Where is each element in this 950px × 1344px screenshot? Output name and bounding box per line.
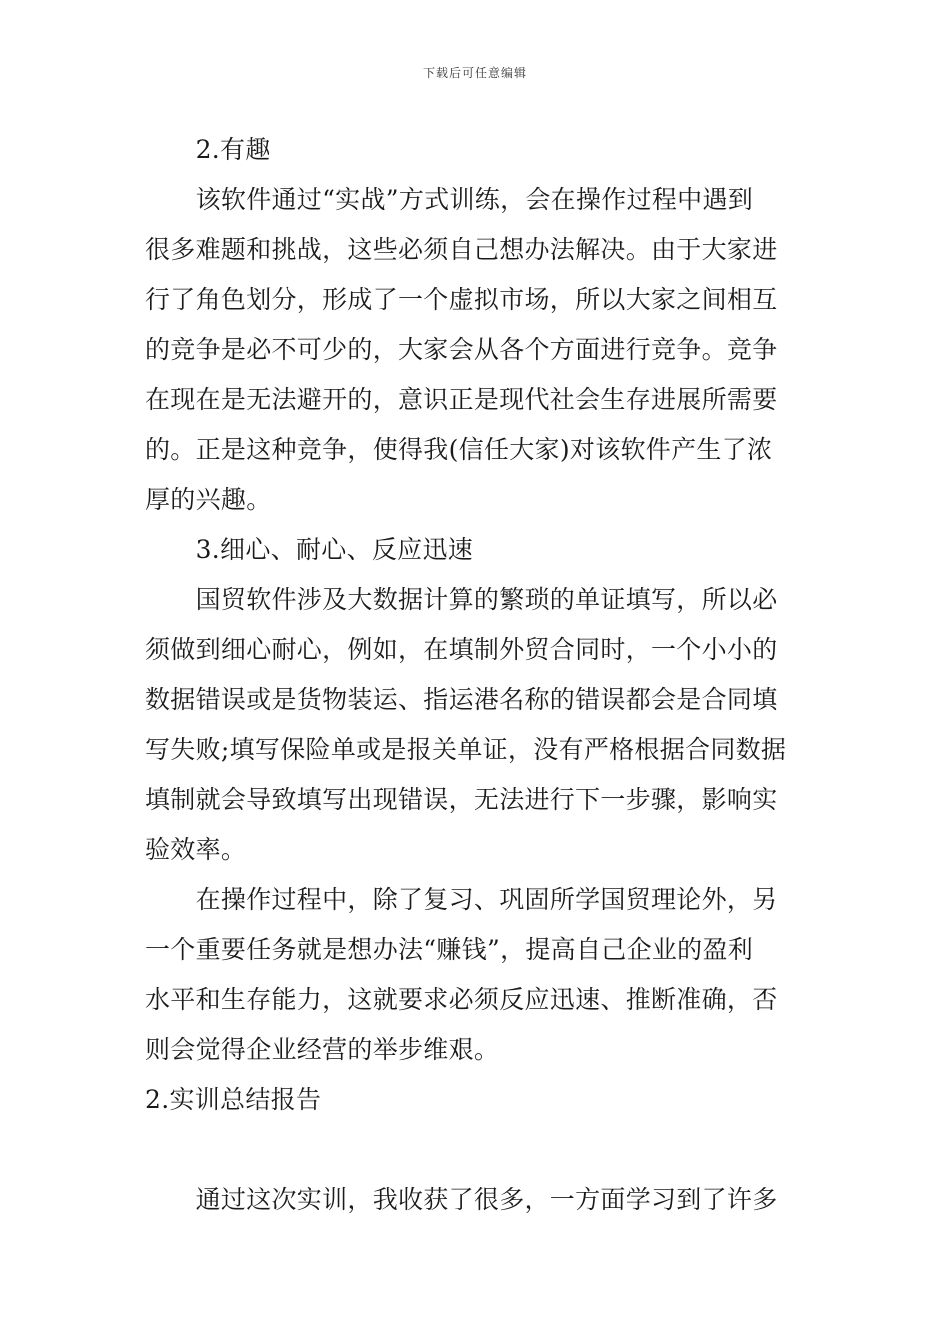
paragraph-line: 通过这次实训，我收获了很多，一方面学习到了许多 <box>145 1185 778 1214</box>
paragraph-line: 填制就会导致填写出现错误，无法进行下一步骤，影响实 <box>145 785 778 814</box>
paragraph-line: 一个重要任务就是想办法“赚钱”，提高自己企业的盈利 <box>145 935 754 964</box>
page-header-note: 下载后可任意编辑 <box>422 66 527 80</box>
paragraph-line: 很多难题和挑战，这些必须自己想办法解决。由于大家进 <box>145 235 778 264</box>
paragraph-line: 写失败;填写保险单或是报关单证，没有严格根据合同数据 <box>145 735 787 764</box>
paragraph-line: 在操作过程中，除了复习、巩固所学国贸理论外，另 <box>145 885 778 914</box>
section-heading-interesting: 2.有趣 <box>145 135 271 164</box>
paragraph-line: 验效率。 <box>145 835 247 864</box>
paragraph-line: 水平和生存能力，这就要求必须反应迅速、推断准确，否 <box>145 985 778 1014</box>
paragraph-line: 在现在是无法避开的，意识正是现代社会生存进展所需要 <box>145 385 778 414</box>
paragraph-line: 数据错误或是货物装运、指运港名称的错误都会是合同填 <box>145 685 778 714</box>
paragraph-line: 国贸软件涉及大数据计算的繁琐的单证填写，所以必 <box>145 585 778 614</box>
section-heading-careful: 3.细心、耐心、反应迅速 <box>145 535 474 564</box>
paragraph-line: 则会觉得企业经营的举步维艰。 <box>145 1035 500 1064</box>
paragraph-line: 该软件通过“实战”方式训练，会在操作过程中遇到 <box>145 185 754 214</box>
paragraph-line: 厚的兴趣。 <box>145 485 272 514</box>
paragraph-line: 须做到细心耐心，例如，在填制外贸合同时，一个小小的 <box>145 635 778 664</box>
paragraph-line: 行了角色划分，形成了一个虚拟市场，所以大家之间相互 <box>145 285 778 314</box>
section-heading-summary-report: 2.实训总结报告 <box>145 1085 322 1114</box>
paragraph-line: 的竞争是必不可少的，大家会从各个方面进行竞争。竞争 <box>145 335 778 364</box>
paragraph-line: 的。正是这种竞争，使得我(信任大家)对该软件产生了浓 <box>145 435 773 464</box>
